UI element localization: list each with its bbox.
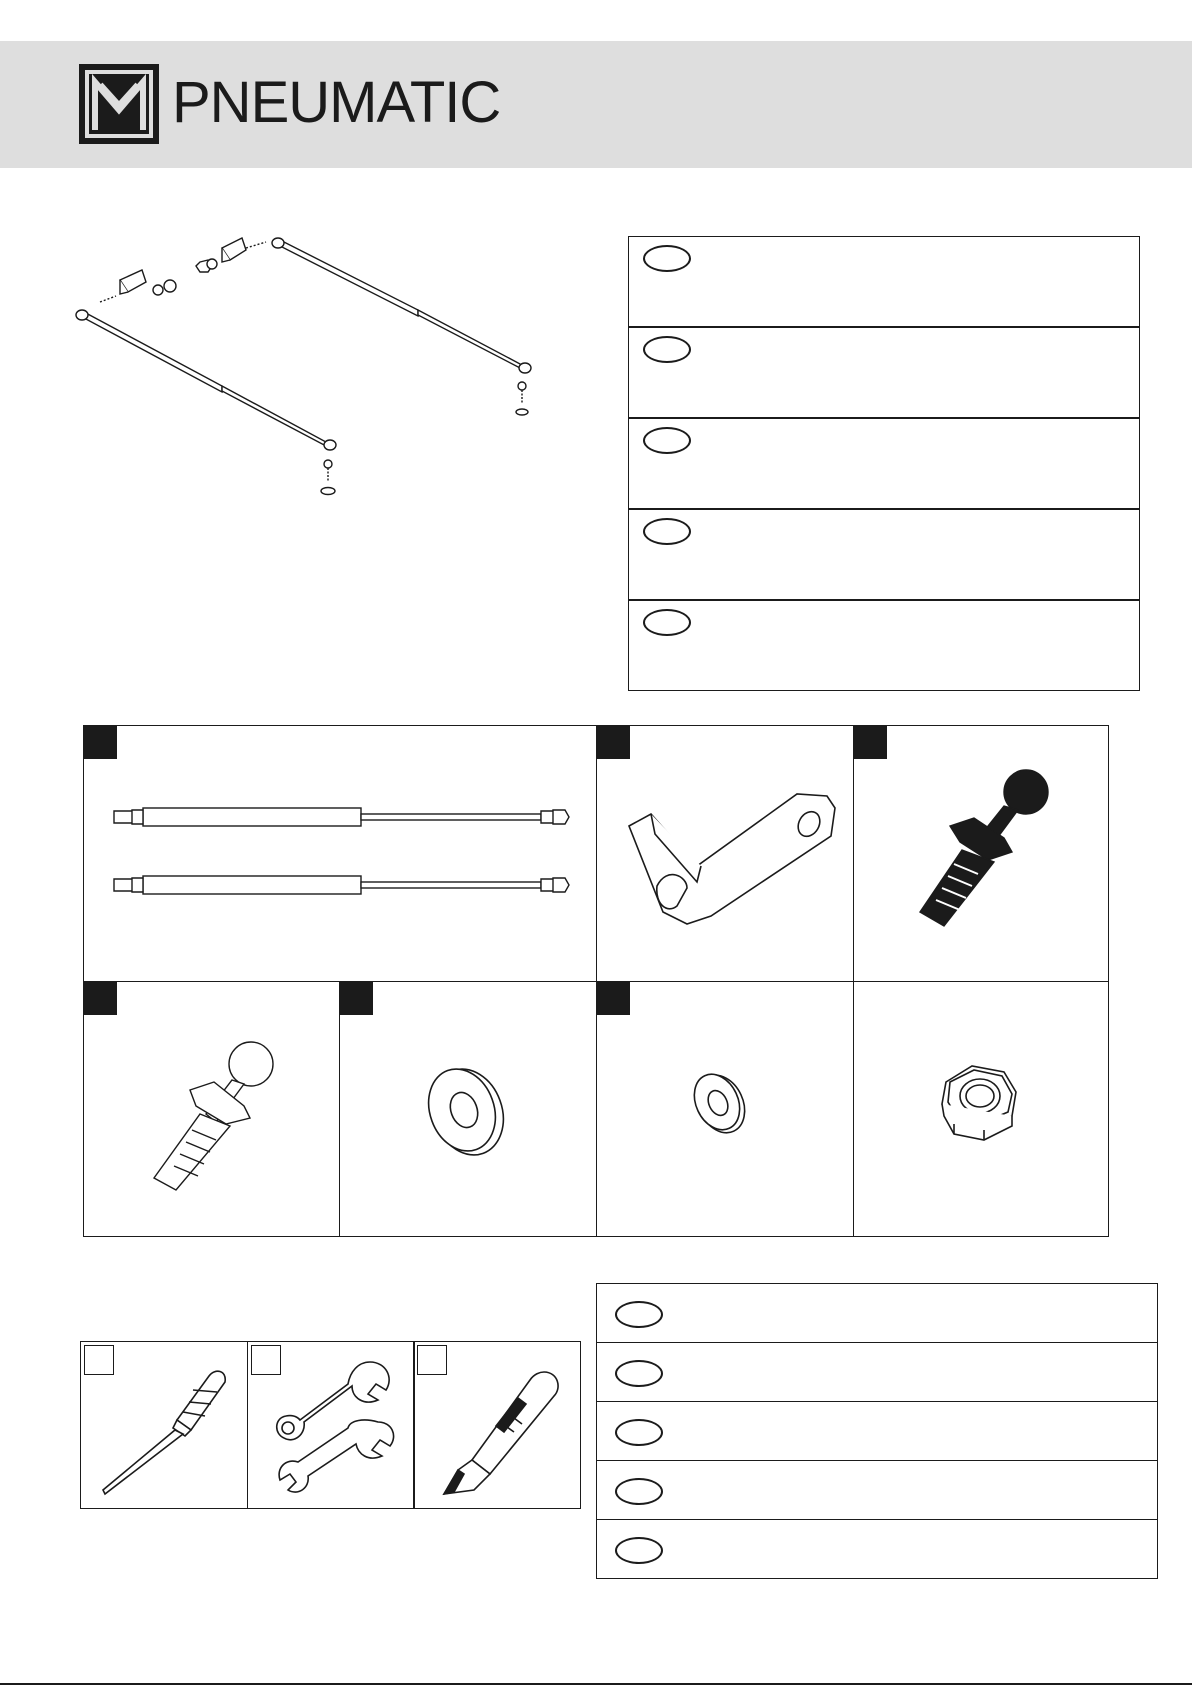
part-cell-small-washer [596, 981, 854, 1237]
tool-cell-screwdriver [80, 1341, 248, 1509]
brand-name: PNEUMATIC [172, 70, 501, 135]
language-row [628, 600, 1140, 691]
language-row [596, 1460, 1158, 1520]
language-flag-oval [643, 609, 691, 636]
tool-cell-utility-knife [413, 1341, 581, 1509]
hex-nut-icon [854, 982, 1109, 1237]
language-flag-oval [643, 336, 691, 363]
language-row [628, 418, 1140, 509]
small-washer-icon [597, 982, 854, 1237]
part-cell-hex-nut [853, 981, 1109, 1237]
language-flag-oval [615, 1360, 663, 1387]
part-cell-gas-struts [83, 725, 597, 982]
language-flag-oval [643, 245, 691, 272]
language-row [596, 1401, 1158, 1461]
large-washer-icon [340, 982, 597, 1237]
language-row [628, 236, 1140, 327]
parts-grid [83, 725, 1109, 1237]
language-row [596, 1342, 1158, 1402]
angle-bracket-icon [597, 726, 854, 982]
part-cell-bracket [596, 725, 854, 982]
language-row [596, 1519, 1158, 1579]
language-flag-oval [615, 1301, 663, 1328]
language-table-top [628, 236, 1142, 694]
language-flag-oval [643, 518, 691, 545]
part-cell-ball-stud-light [83, 981, 340, 1237]
language-row [628, 509, 1140, 600]
tools-grid [80, 1341, 581, 1509]
screwdriver-icon [81, 1342, 249, 1510]
assembly-overview-illustration [70, 220, 550, 540]
language-flag-oval [615, 1478, 663, 1505]
tool-cell-wrench [247, 1341, 415, 1509]
language-flag-oval [643, 427, 691, 454]
wrench-icon [248, 1342, 416, 1510]
language-table-bottom [596, 1283, 1158, 1580]
utility-knife-icon [414, 1342, 582, 1510]
language-row [628, 327, 1140, 418]
ball-stud-dark-icon [854, 726, 1109, 982]
part-cell-ball-stud-dark [853, 725, 1109, 982]
ball-stud-light-icon [84, 982, 340, 1237]
language-row [596, 1283, 1158, 1343]
language-flag-oval [615, 1537, 663, 1564]
gas-strut-pair-icon [84, 726, 597, 982]
m-monogram-logo [79, 64, 159, 144]
language-flag-oval [615, 1419, 663, 1446]
part-cell-large-washer [339, 981, 597, 1237]
